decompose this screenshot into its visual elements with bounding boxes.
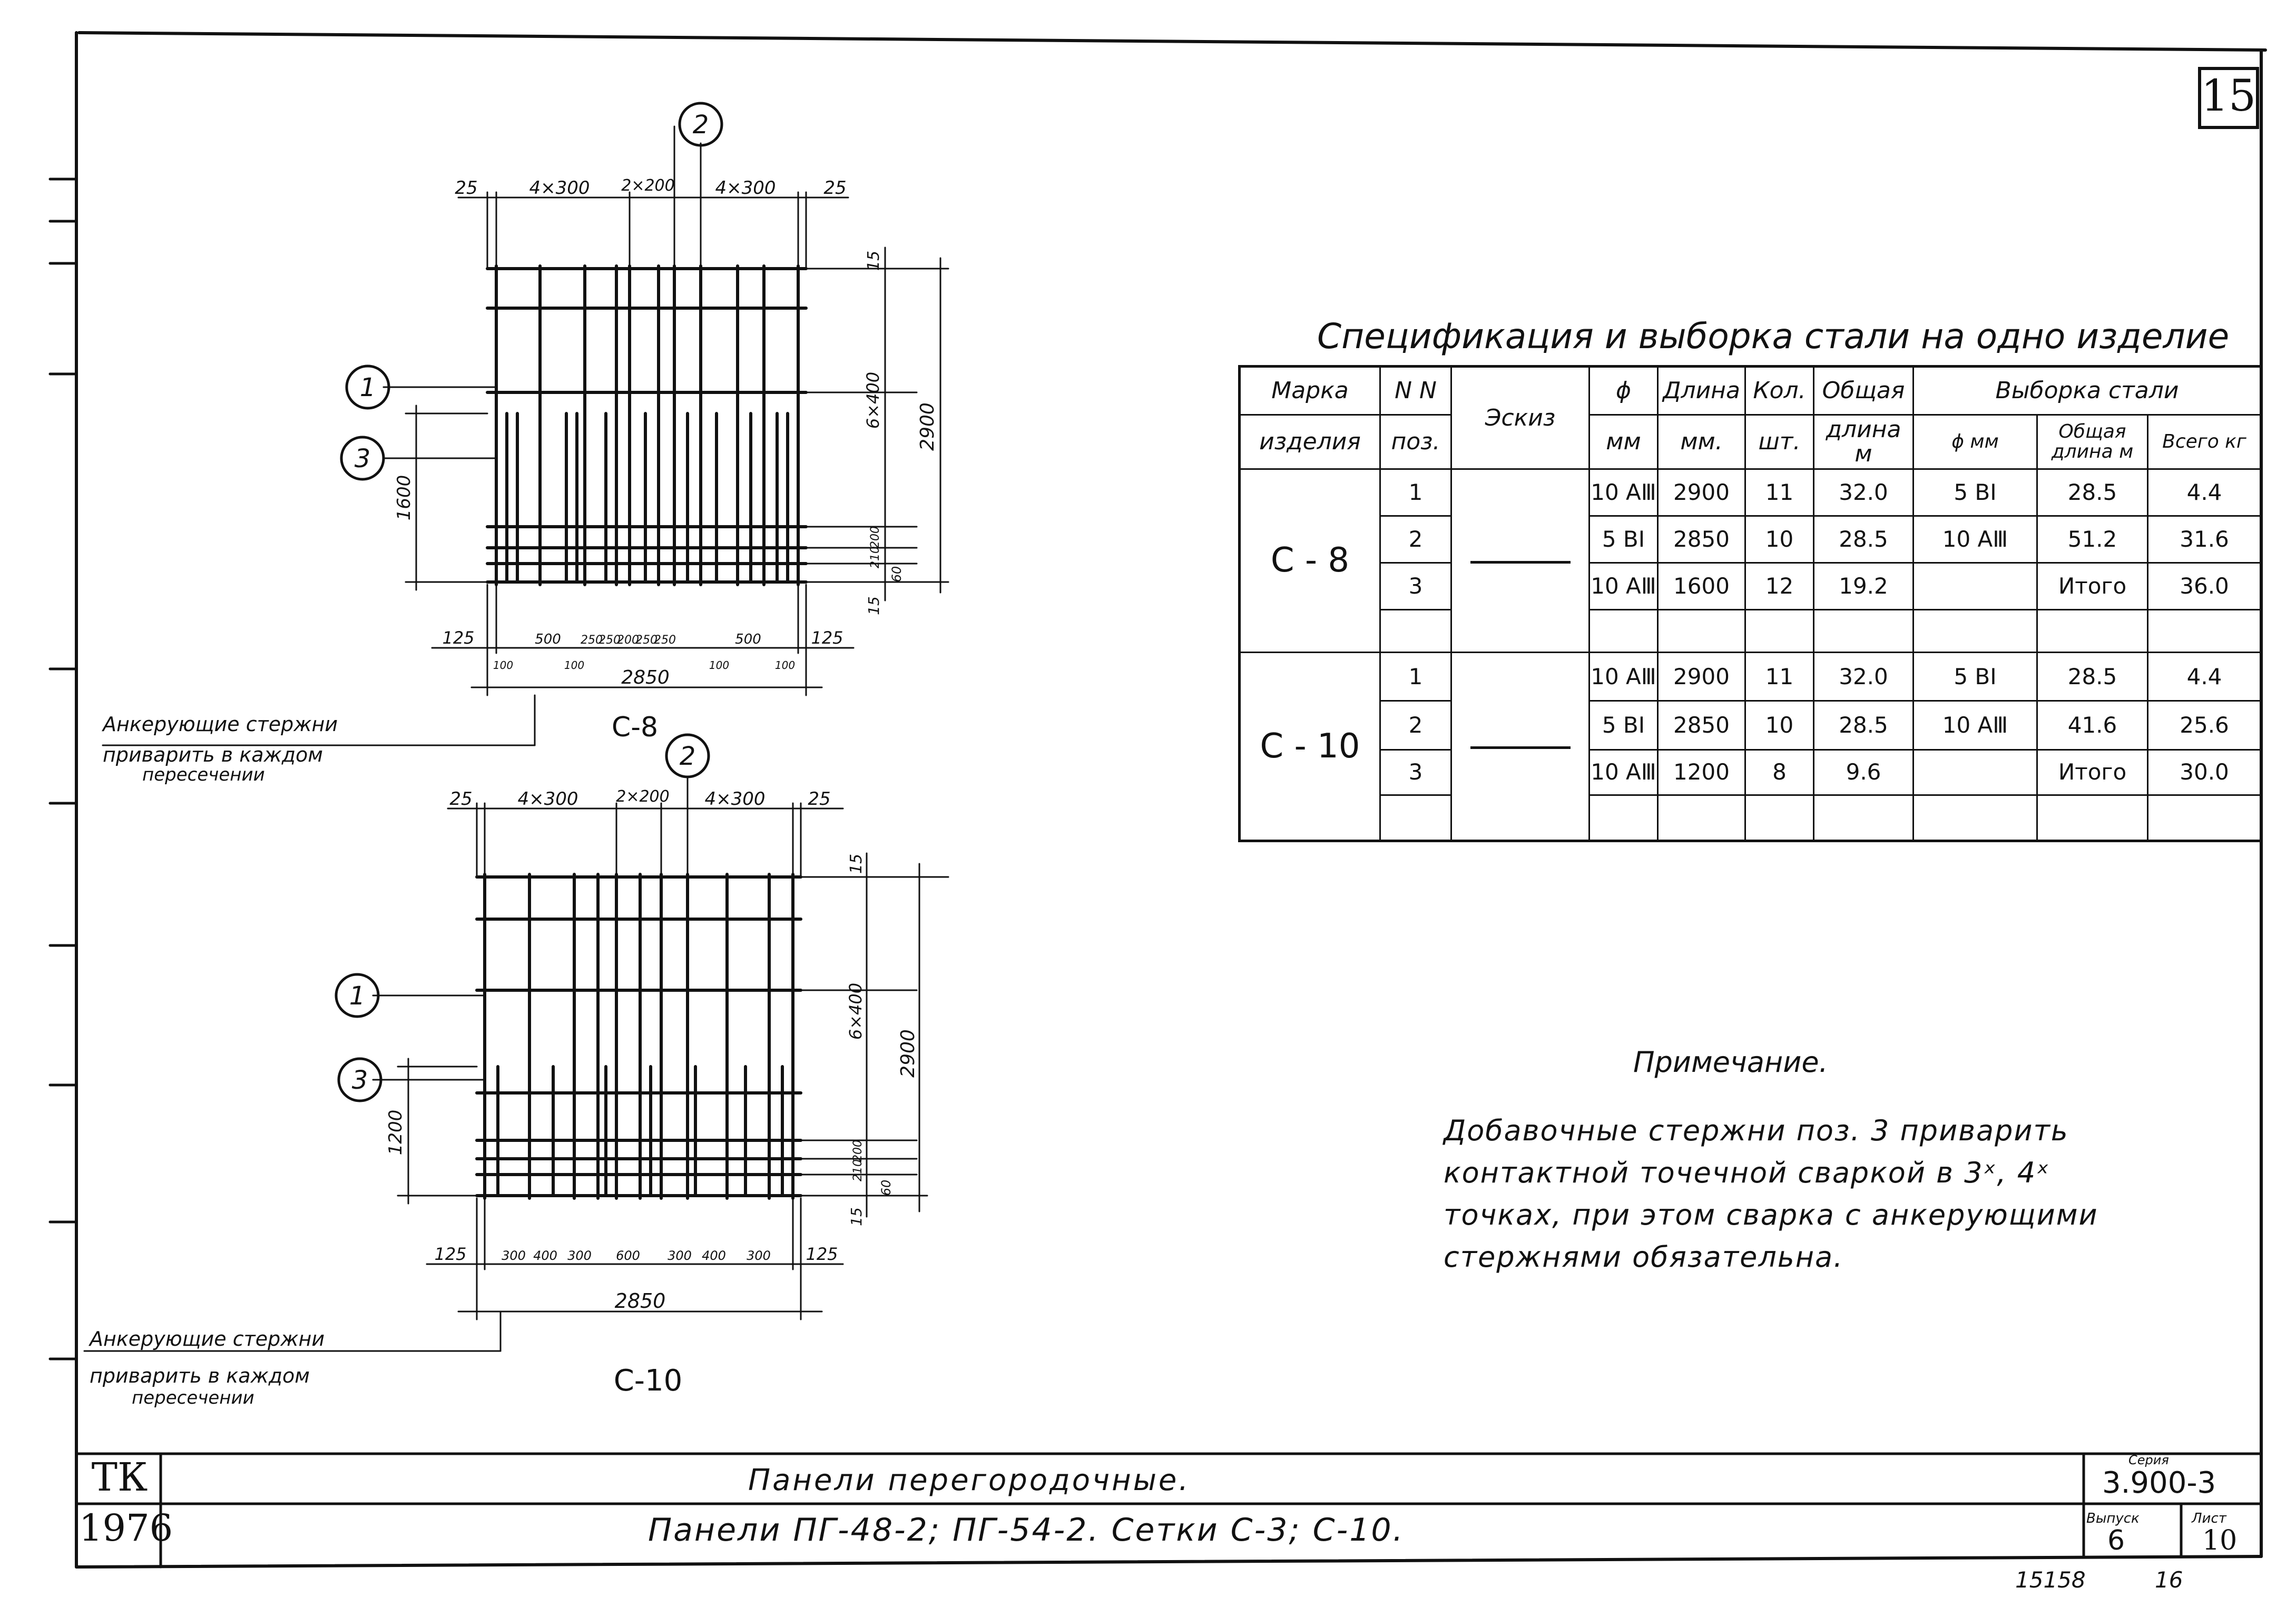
table-row	[1240, 563, 2262, 610]
hdr-len-2: мм.	[1658, 415, 1745, 469]
c10-bottom-dim: 125	[434, 1244, 467, 1264]
c10-right-dim: 200	[851, 1140, 865, 1162]
spec-title: Спецификация и выборка стали на одно изделие	[1317, 316, 2230, 357]
c10-right-dim: 15	[847, 853, 866, 874]
mesh-c10-dimlines	[84, 777, 948, 1351]
hdr-total-len: Общая	[1814, 367, 1914, 415]
binding-ticks	[50, 179, 76, 1359]
table-row	[1240, 701, 2262, 750]
cell-qty: 8	[1745, 750, 1814, 795]
note-line: стержнями обязательна.	[1444, 1240, 1844, 1274]
c8-right-dim: 15	[865, 250, 883, 271]
cell-sel-total: 30.0	[2148, 750, 2262, 795]
cell-total: 28.5	[1814, 516, 1914, 563]
table-row-empty	[1240, 610, 2262, 653]
c8-bottom-dim: 250	[635, 634, 658, 647]
hdr-pos: N N	[1380, 367, 1451, 415]
c10-callout-1-label: 1	[349, 981, 366, 1011]
cell-total: 32.0	[1814, 653, 1914, 701]
cell-len: 2900	[1658, 469, 1745, 516]
cell-sel-len: 28.5	[2037, 653, 2148, 701]
cell-len: 1200	[1658, 750, 1745, 795]
c8-bottom-dim: 250	[598, 634, 621, 647]
group-mark: С - 10	[1240, 653, 1380, 841]
sheet-value: 10	[2202, 1525, 2238, 1556]
c10-callout-3-label: 3	[351, 1066, 368, 1095]
cell-qty: 10	[1745, 516, 1814, 563]
c10-bottom-dim: 400	[702, 1248, 726, 1263]
c10-mesh-name: С-10	[613, 1364, 683, 1398]
hdr-len: Длина	[1658, 367, 1745, 415]
c10-top-dim: 25	[808, 788, 831, 810]
hdr-dia-2: мм	[1589, 415, 1658, 469]
notes-title: Примечание.	[1633, 1046, 1828, 1079]
cell-sel-dia	[1914, 750, 2037, 795]
c8-callout-1-label: 1	[359, 373, 376, 402]
archive-number: 15158	[2015, 1567, 2086, 1593]
hdr-qty: Кол.	[1745, 367, 1814, 415]
spec-header-row-2	[1240, 415, 2262, 469]
cell-len: 2850	[1658, 516, 1745, 563]
hdr-sel-len: Общая длина м	[2037, 415, 2148, 469]
title-block-subtitle: Панели ПГ-48-2; ПГ-54-2. Сетки С-3; С-10.	[648, 1512, 1405, 1549]
cell-sel-total: 4.4	[2148, 469, 2262, 516]
c8-right-dim: 15	[865, 596, 882, 615]
cell-sel-dia: 10 АⅢ	[1914, 516, 2037, 563]
c8-right-dim: 6×400	[863, 371, 883, 429]
cell-len: 1600	[1658, 563, 1745, 610]
c8-bottom-dim: 500	[535, 632, 561, 647]
cell-sel-len: Итого	[2037, 563, 2148, 610]
issue-label: Выпуск	[2086, 1511, 2140, 1526]
cell-dia: 10 АⅢ	[1589, 653, 1658, 701]
c8-callout-3-label: 3	[354, 444, 371, 474]
hdr-qty-2: шт.	[1745, 415, 1814, 469]
cell-qty: 10	[1745, 701, 1814, 750]
series-label: Серия	[2128, 1453, 2169, 1467]
hdr-sketch: Эскиз	[1451, 367, 1589, 469]
c10-bottom-dim: 125	[806, 1244, 838, 1264]
sketch-cell	[1451, 653, 1589, 841]
cell-sel-len: Итого	[2037, 750, 2148, 795]
note-line: Добавочные стержни поз. 3 приварить	[1444, 1114, 2069, 1147]
cell-dia: 10 АⅢ	[1589, 563, 1658, 610]
c8-top-dim: 4×300	[715, 178, 776, 199]
c10-anchor-note: приварить в каждом	[90, 1364, 310, 1387]
series-value: 3.900-3	[2102, 1466, 2216, 1500]
c8-left-dim: 1600	[394, 475, 415, 521]
c8-callout-2-label: 2	[692, 110, 709, 140]
table-row	[1240, 750, 2262, 795]
c8-bottom-dim: 125	[811, 628, 843, 648]
mesh-c8-dimlines	[103, 126, 948, 745]
c8-bottom-sub-dim: 100	[709, 659, 730, 672]
hdr-sel-total: Всего кг	[2148, 415, 2262, 469]
c10-top-dim: 2×200	[616, 787, 670, 806]
cell-sel-total: 31.6	[2148, 516, 2262, 563]
hdr-pos-2: поз.	[1380, 415, 1451, 469]
hdr-dia: ϕ	[1589, 367, 1658, 415]
hdr-selection: Выборка стали	[1914, 367, 2262, 415]
note-line: контактной точечной сваркой в 3ˣ, 4ˣ	[1444, 1156, 2050, 1189]
cell-sel-total: 4.4	[2148, 653, 2262, 701]
cell-sel-len: 51.2	[2037, 516, 2148, 563]
c8-right-dim: 200	[869, 526, 882, 548]
c8-bottom-dim: 250	[581, 634, 603, 647]
cell-dia: 5 ВI	[1589, 701, 1658, 750]
table-row	[1240, 516, 2262, 563]
c10-top-dim: 25	[449, 788, 473, 810]
hdr-sel-dia: ϕ мм	[1914, 415, 2037, 469]
cell-total: 28.5	[1814, 701, 1914, 750]
c10-bottom-dim: 300	[502, 1248, 526, 1263]
cell-sel-dia: 5 ВI	[1914, 653, 2037, 701]
c10-right-dim: 15	[848, 1207, 865, 1226]
page-number: 16	[2155, 1567, 2183, 1593]
c10-right-dim: 210	[851, 1159, 865, 1181]
sheet-label: Лист	[2192, 1511, 2226, 1526]
c10-bottom-dim: 300	[668, 1248, 692, 1263]
hdr-mark: Марка	[1240, 367, 1380, 415]
c8-anchor-note: приварить в каждом	[103, 743, 323, 766]
cell-sel-len: 28.5	[2037, 469, 2148, 516]
c8-anchor-note: Анкерующие стержни	[103, 713, 338, 736]
c10-bottom-dim: 300	[567, 1248, 592, 1263]
c8-overall-width: 2850	[621, 667, 670, 688]
cell-qty: 12	[1745, 563, 1814, 610]
cell-pos: 3	[1380, 563, 1451, 610]
cell-dia: 10 АⅢ	[1589, 750, 1658, 795]
table-row	[1240, 653, 2262, 701]
cell-total: 9.6	[1814, 750, 1914, 795]
cell-pos: 3	[1380, 750, 1451, 795]
c8-bottom-sub-dim: 100	[564, 659, 585, 672]
c8-bottom-sub-dim: 100	[774, 659, 796, 672]
c10-anchor-note: Анкерующие стержни	[90, 1327, 325, 1350]
note-line: точках, при этом сварка с анкерующими	[1444, 1198, 2098, 1231]
cell-pos: 1	[1380, 653, 1451, 701]
c10-left-dim: 1200	[385, 1109, 406, 1156]
spec-table	[1238, 365, 2263, 842]
cell-sel-dia	[1914, 563, 2037, 610]
c8-bottom-dim: 125	[442, 628, 475, 648]
c8-bottom-dim: 500	[735, 632, 761, 647]
sketch-bar-icon	[1470, 746, 1571, 749]
cell-len: 2900	[1658, 653, 1745, 701]
hdr-total-len-2: длина м	[1814, 415, 1914, 469]
sketch-bar-icon	[1470, 561, 1571, 564]
table-row-empty	[1240, 795, 2262, 841]
c8-top-dim: 2×200	[621, 176, 675, 195]
cell-pos: 1	[1380, 469, 1451, 516]
c8-bottom-dim: 250	[654, 634, 676, 647]
cell-total: 19.2	[1814, 563, 1914, 610]
mesh-c10	[477, 874, 801, 1198]
spec-header-row	[1240, 367, 2262, 415]
cell-dia: 10 АⅢ	[1589, 469, 1658, 516]
cell-pos: 2	[1380, 701, 1451, 750]
cell-dia: 5 ВI	[1589, 516, 1658, 563]
mesh-c8	[487, 266, 806, 585]
issue-value: 6	[2107, 1525, 2125, 1556]
cell-len: 2850	[1658, 701, 1745, 750]
cell-sel-len: 41.6	[2037, 701, 2148, 750]
c10-callout-2-label: 2	[679, 742, 696, 771]
cell-total: 32.0	[1814, 469, 1914, 516]
cell-qty: 11	[1745, 653, 1814, 701]
title-block-year: 1976	[79, 1506, 173, 1550]
sheet-number: 15	[2201, 71, 2256, 121]
c8-right-dim: 60	[889, 566, 904, 583]
c8-overall-height: 2900	[917, 402, 938, 451]
c10-top-dim: 4×300	[517, 788, 578, 810]
group-mark: С - 8	[1240, 469, 1380, 653]
cell-pos: 2	[1380, 516, 1451, 563]
c10-top-dim: 4×300	[704, 788, 766, 810]
c10-overall-height: 2900	[897, 1029, 919, 1078]
sketch-cell	[1451, 469, 1589, 653]
c8-anchor-note: пересечении	[142, 764, 265, 785]
c10-overall-width: 2850	[614, 1289, 666, 1313]
hdr-mark-2: изделия	[1240, 415, 1380, 469]
cell-qty: 11	[1745, 469, 1814, 516]
table-row	[1240, 469, 2262, 516]
title-block-stamp: ТК	[91, 1455, 148, 1500]
c8-top-dim: 4×300	[529, 178, 590, 199]
c8-bottom-sub-dim: 100	[493, 659, 514, 672]
cell-sel-total: 36.0	[2148, 563, 2262, 610]
c8-bottom-dim: 200	[617, 634, 639, 647]
c10-bottom-dim: 600	[616, 1248, 640, 1263]
c8-top-dim: 25	[823, 178, 847, 199]
c8-right-dim: 210	[869, 546, 882, 568]
cell-sel-total: 25.6	[2148, 701, 2262, 750]
c10-bottom-dim: 300	[747, 1248, 771, 1263]
c8-top-dim: 25	[455, 178, 478, 199]
cell-sel-dia: 5 ВI	[1914, 469, 2037, 516]
cell-sel-dia: 10 АⅢ	[1914, 701, 2037, 750]
c10-anchor-note: пересечении	[132, 1387, 254, 1408]
c10-bottom-dim: 400	[533, 1248, 557, 1263]
c10-right-dim: 60	[879, 1179, 894, 1196]
c8-mesh-name: С-8	[611, 712, 659, 743]
title-block-title: Панели перегородочные.	[748, 1463, 1191, 1497]
c10-right-dim: 6×400	[846, 982, 866, 1040]
